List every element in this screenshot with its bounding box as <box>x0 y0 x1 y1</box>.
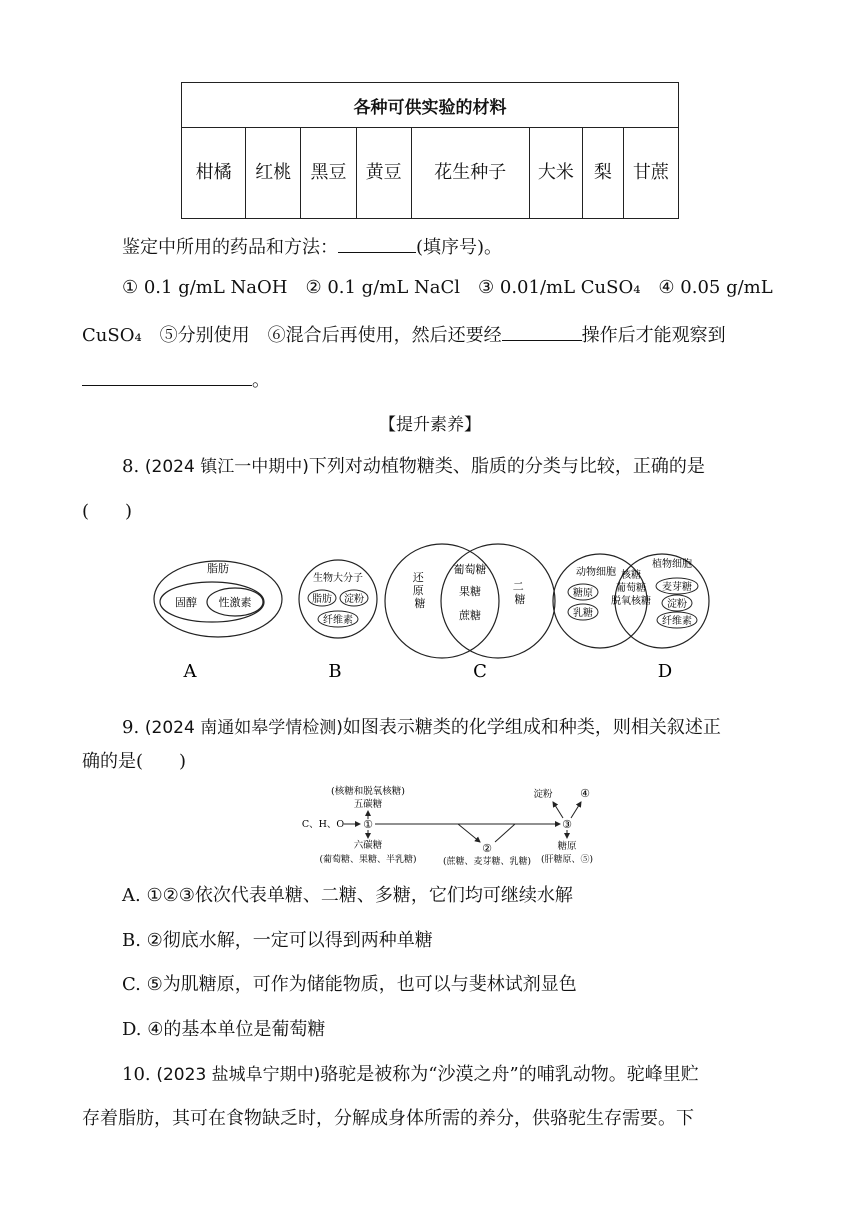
table-cell: 黄豆 <box>356 128 411 219</box>
label-glucose: 葡萄糖 <box>616 583 646 594</box>
q9-option-a[interactable]: A. ①②③依次代表单糖、二糖、多糖，它们均可继续水解 <box>122 885 573 906</box>
label-disaccharide <box>513 580 528 606</box>
question-source: (2023 盐城阜宁期中) <box>156 1065 321 1085</box>
fig-arrow <box>495 824 515 842</box>
label-animal-cell: 动物细胞 <box>576 567 616 578</box>
q10-line1 <box>122 1063 699 1087</box>
fig-node-3: ③ <box>562 818 572 831</box>
question-number: 10. <box>122 1064 157 1085</box>
question-number: 8. <box>122 456 145 477</box>
table-title: 各种可供实验的材料 <box>182 83 679 128</box>
q9-line2: 确的是( ) <box>82 751 187 772</box>
label-starch: 淀粉 <box>667 599 687 610</box>
diagram-b[interactable] <box>299 560 377 638</box>
answer-blank[interactable] <box>338 232 416 253</box>
label-glycogen: 糖原 <box>573 588 593 599</box>
fig-top-note: (核糖和脱氧核糖) <box>331 786 405 797</box>
option-label-d: D <box>657 661 673 682</box>
table-cell: 花生种子 <box>411 128 529 219</box>
circle-outer <box>299 560 377 638</box>
label-fat: 脂肪 <box>312 594 332 605</box>
label-plant-cell: 植物细胞 <box>652 559 692 570</box>
diagram-c[interactable] <box>385 544 555 658</box>
materials-table <box>181 82 679 219</box>
q7-options-line1: ① 0.1 g/mL NaOH ② 0.1 g/mL NaCl ③ 0.01/mL CuSO₄ ④ 0.05 g/mL <box>122 277 773 298</box>
option-label-c: C <box>473 661 487 682</box>
label-maltose: 麦芽糖 <box>662 582 692 593</box>
fig-starch: 淀粉 <box>533 789 553 800</box>
label-disaccharide-1: 二 <box>512 580 524 593</box>
q9-option-c[interactable]: C. ⑤为肌糖原，可作为储能物质，也可以与斐林试剂显色 <box>122 974 577 995</box>
fig-six-carbon: 六碳糖 <box>353 840 383 851</box>
label-reducing-sugar-3: 糖 <box>414 597 426 610</box>
q10-line2: 存着脂肪，其可在食物缺乏时，分解成身体所需的养分，供骆驼生存需要。下 <box>82 1108 694 1129</box>
label-sterol: 固醇 <box>175 596 197 609</box>
option-label-a: A <box>183 661 197 682</box>
q7-line3-end: 。 <box>252 370 270 391</box>
q9-option-d[interactable]: D. ④的基本单位是葡萄糖 <box>122 1019 326 1040</box>
q8-line1 <box>122 455 705 479</box>
question-source: (2024 南通如皋学情检测) <box>144 718 343 738</box>
q7-prompt-line <box>122 232 502 260</box>
fig-two-list: (蔗糖、麦芽糖、乳糖) <box>442 857 532 867</box>
label-fat: 脂肪 <box>207 562 229 575</box>
q7-prompt: 鉴定中所用的药品和方法： <box>122 237 338 258</box>
label-deoxyribose: 脱氧核糖 <box>611 596 651 607</box>
label-ribose: 核糖 <box>621 570 641 581</box>
q7-hint: (填序号)。 <box>416 237 503 258</box>
option-label-b: B <box>328 661 342 682</box>
table-cell: 黑豆 <box>301 128 356 219</box>
label-reducing-sugar-1: 还 <box>412 571 424 584</box>
label-fructose: 果糖 <box>459 585 481 598</box>
fig-six-list: (葡萄糖、果糖、半乳糖) <box>319 855 417 865</box>
label-reducing-sugar-2: 原 <box>412 584 424 597</box>
label-sex-hormone: 性激素 <box>218 596 252 609</box>
q9-line1 <box>122 716 721 740</box>
fig-node-2: ② <box>482 842 492 855</box>
fig-glycogen-list: (肝糖原、⑤) <box>540 855 594 865</box>
label-cellulose: 纤维素 <box>662 616 692 627</box>
label-disaccharide-2: 糖 <box>514 593 526 606</box>
table-cell: 梨 <box>583 128 624 219</box>
question-text: 下列对动植物糖类、脂质的分类与比较，正确的是 <box>308 456 705 477</box>
q7-options-line2 <box>82 320 726 348</box>
section-header: 【提升素养】 <box>379 415 481 435</box>
q7-options-text: CuSO₄ ⑤分别使用 ⑥混合后再使用，然后还要经 <box>82 325 502 346</box>
q9-figure <box>295 782 615 872</box>
answer-blank[interactable] <box>82 365 252 386</box>
label-macromolecule: 生物大分子 <box>313 573 363 584</box>
label-glucose: 葡萄糖 <box>453 563 487 576</box>
fig-arrow <box>458 824 480 842</box>
fig-node-4: ④ <box>580 787 590 800</box>
fig-node-1: ① <box>363 818 373 831</box>
answer-blank[interactable] <box>502 320 582 341</box>
fig-glycogen: 糖原 <box>557 841 577 852</box>
question-number: 9. <box>122 717 145 738</box>
circle-left <box>385 544 499 658</box>
question-source: (2024 镇江一中期中) <box>144 457 309 477</box>
q7-line3 <box>82 365 270 393</box>
circle-right <box>441 544 555 658</box>
table-cell: 红桃 <box>246 128 301 219</box>
q8-diagrams <box>140 535 740 685</box>
q9-option-b[interactable]: B. ②彻底水解，一定可以得到两种单糖 <box>122 930 433 951</box>
q8-bracket: ( ) <box>82 501 133 522</box>
label-reducing-sugar <box>413 571 428 610</box>
table-cell: 大米 <box>529 128 582 219</box>
fig-elements: C、H、O <box>301 819 345 830</box>
label-lactose: 乳糖 <box>573 608 593 619</box>
diagram-a[interactable] <box>154 561 282 637</box>
question-text: 如图表示糖类的化学组成和种类，则相关叙述正 <box>342 717 721 738</box>
label-sucrose: 蔗糖 <box>459 609 481 622</box>
fig-arrow <box>571 802 581 818</box>
q7-options-text2: 操作后才能观察到 <box>581 325 726 346</box>
table-cell: 柑橘 <box>182 128 246 219</box>
table-cell: 甘蔗 <box>623 128 678 219</box>
fig-five-carbon: 五碳糖 <box>353 799 383 810</box>
question-text: 骆驼是被称为“沙漠之舟”的哺乳动物。驼峰里贮 <box>320 1064 699 1085</box>
fig-arrow <box>553 802 563 818</box>
label-cellulose: 纤维素 <box>323 615 353 626</box>
diagram-d[interactable] <box>553 554 709 648</box>
label-starch: 淀粉 <box>344 594 364 605</box>
